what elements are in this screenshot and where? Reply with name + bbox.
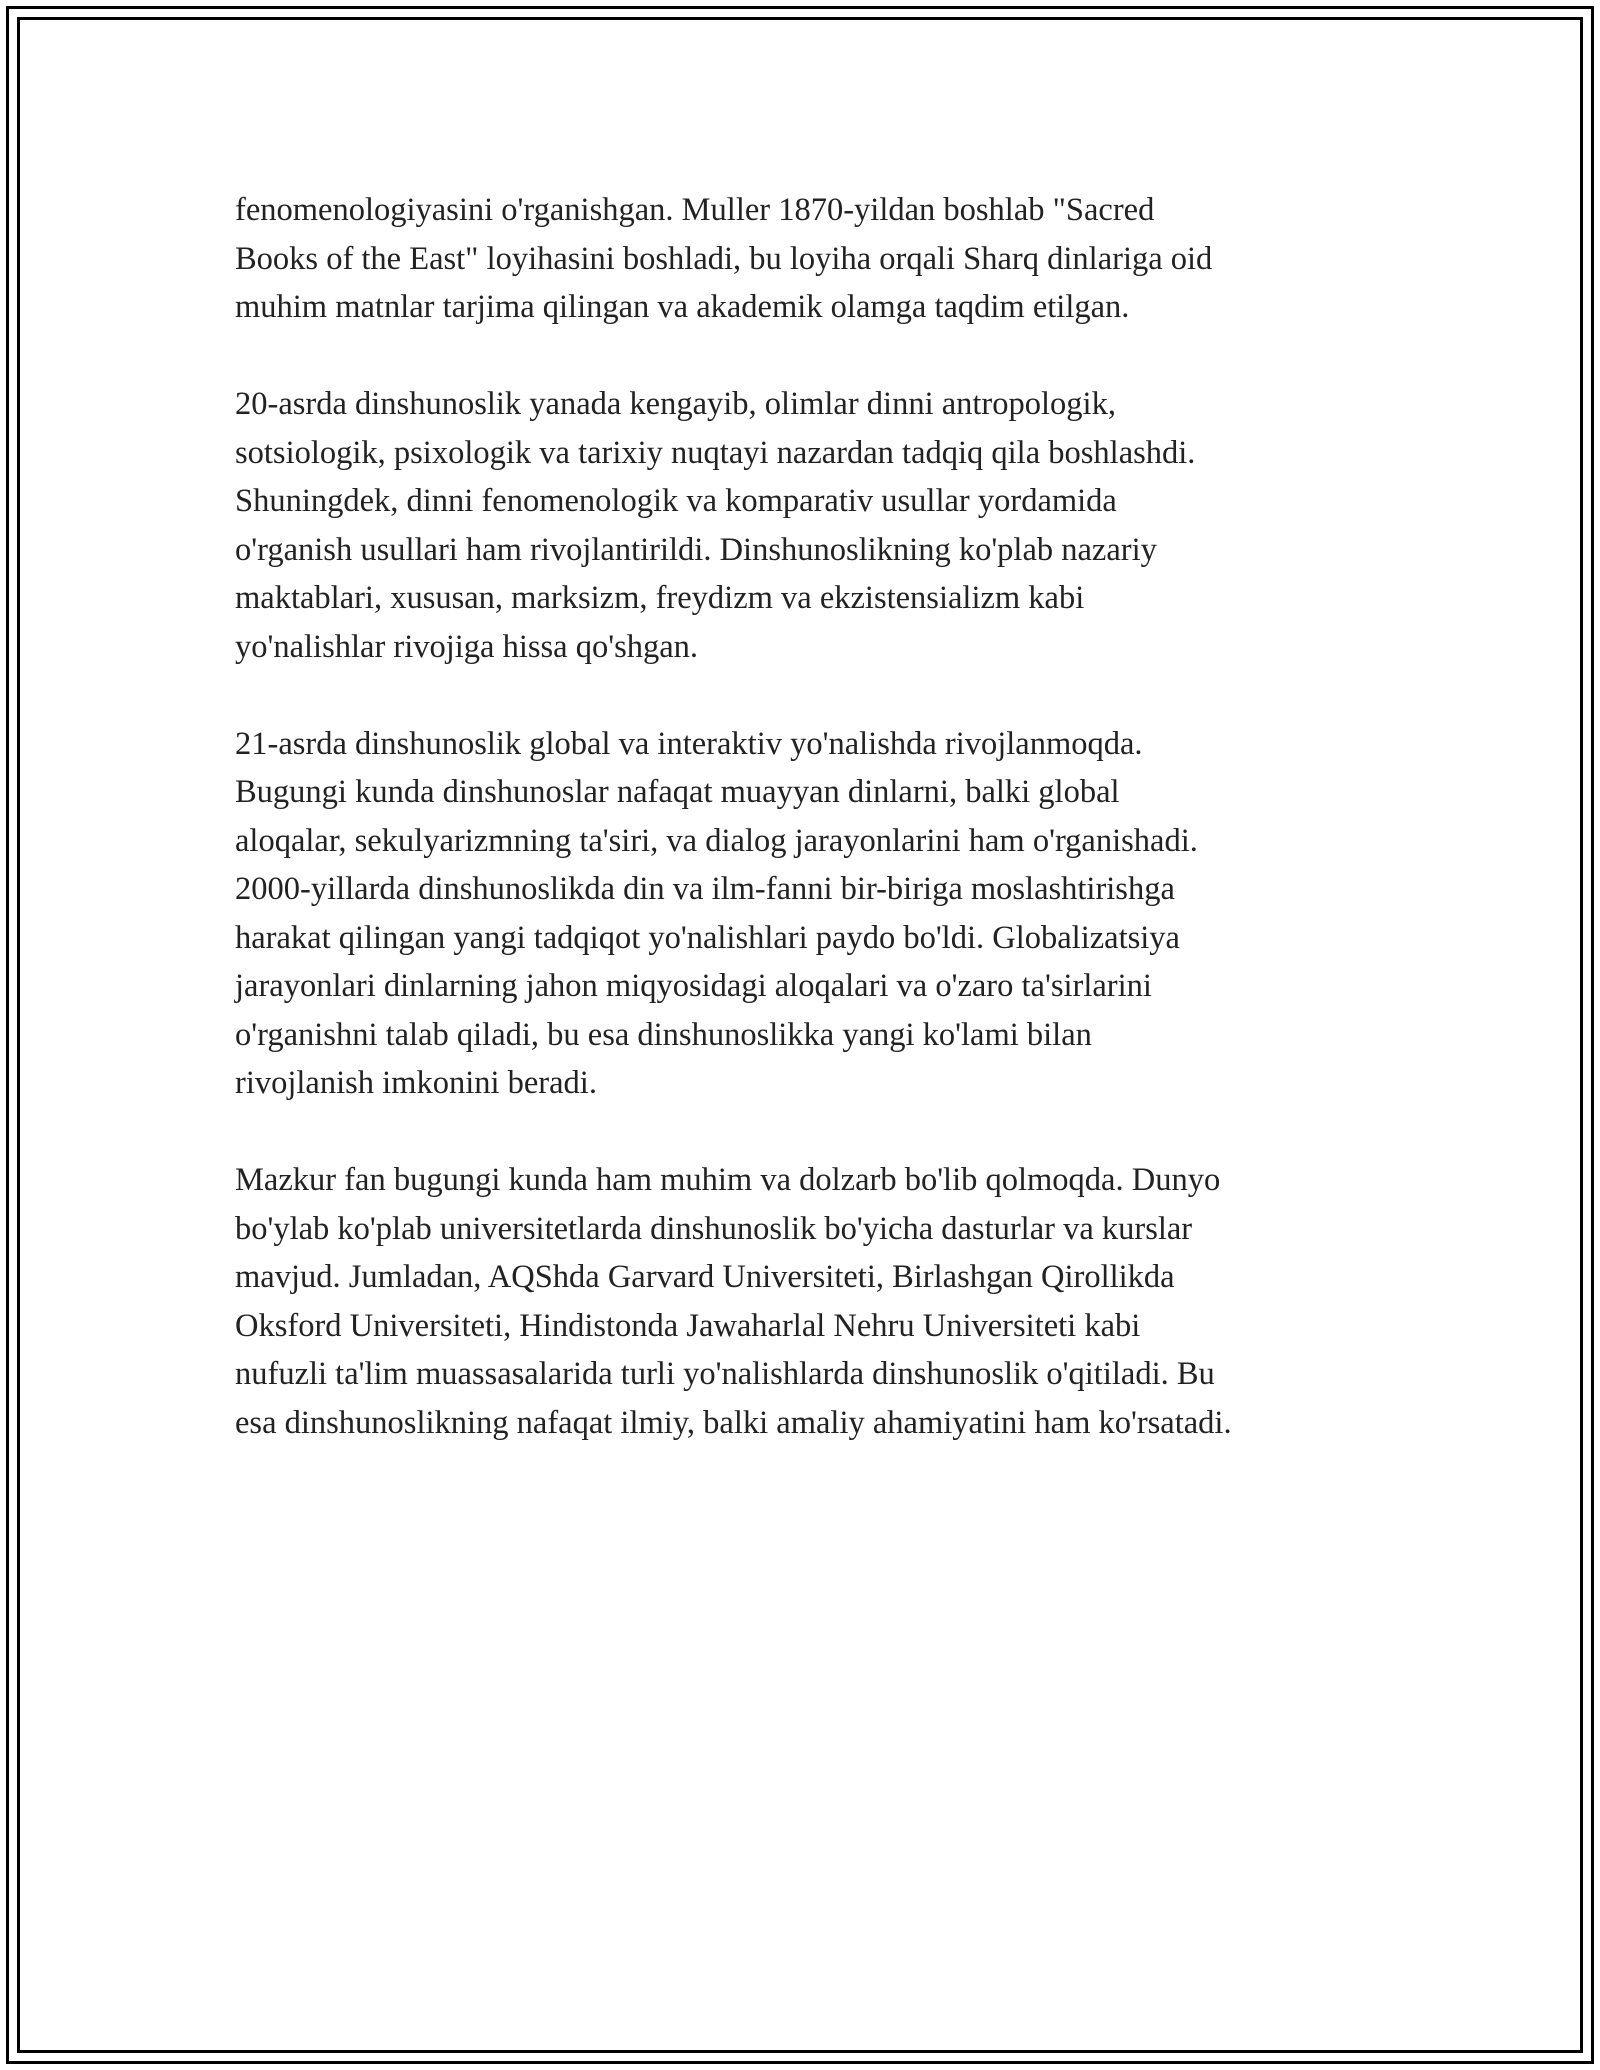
- text-line: fenomenologiyasini o'rganishgan. Muller 1870-yildan boshlab "Sacred: [235, 192, 1155, 228]
- paragraph-3: [235, 720, 1375, 1108]
- text-line: Bugungi kunda dinshunoslar nafaqat muayyan dinlarni, balki global: [235, 774, 1120, 810]
- text-line: esa dinshunoslikning nafaqat ilmiy, balki amaliy ahamiyatini ham ko'rsatadi.: [235, 1404, 1232, 1441]
- text-line: bo'ylab ko'plab universitetlarda dinshunoslik bo'yicha dasturlar va kurslar: [235, 1210, 1193, 1247]
- text-line: Mazkur fan bugungi kunda ham muhim va dolzarb bo'lib qolmoqda. Dunyo: [235, 1162, 1221, 1198]
- paragraph-2: [235, 380, 1375, 671]
- text-line: Oksford Universiteti, Hindistonda Jawaharlal Nehru Universiteti kabi: [235, 1307, 1141, 1344]
- text-line: yo'nalishlar rivojiga hissa qo'shgan.: [235, 628, 699, 665]
- text-line: o'rganishni talab qiladi, bu esa dinshunoslikka yangi ko'lami bilan: [235, 1016, 1092, 1053]
- text-line: Shuningdek, dinni fenomenologik va komparativ usullar yordamida: [235, 483, 1117, 519]
- text-line: harakat qilingan yangi tadqiqot yo'nalishlari paydo bo'ldi. Globalizatsiya: [235, 919, 1180, 956]
- paragraph-4: [235, 1156, 1375, 1447]
- paragraph-1: [235, 186, 1375, 332]
- text-line: jarayonlari dinlarning jahon miqyosidagi aloqalari va o'zaro ta'sirlarini: [235, 968, 1152, 1004]
- text-line: nufuzli ta'lim muassasalarida turli yo'nalishlarda dinshunoslik o'qitiladi. Bu: [235, 1356, 1215, 1392]
- text-line: rivojlanish imkonini beradi.: [235, 1065, 597, 1101]
- text-line: sotsiologik, psixologik va tarixiy nuqtayi nazardan tadqiq qila boshlashdi.: [235, 434, 1196, 471]
- text-line: Books of the East" loyihasini boshladi, bu loyiha orqali Sharq dinlariga oid: [235, 240, 1213, 277]
- text-line: 2000-yillarda dinshunoslikda din va ilm-fanni bir-biriga moslashtirishga: [235, 871, 1175, 907]
- text-line: maktablari, xususan, marksizm, freydizm va ekzistensializm kabi: [235, 580, 1085, 616]
- text-line: aloqalar, sekulyarizmning ta'siri, va dialog jarayonlarini ham o'rganishadi.: [235, 822, 1198, 859]
- text-line: o'rganish usullari ham rivojlantirildi. Dinshunoslikning ko'plab nazariy: [235, 531, 1157, 568]
- document-body: [235, 186, 1375, 1496]
- text-line: 21-asrda dinshunoslik global va interaktiv yo'nalishda rivojlanmoqda.: [235, 725, 1143, 762]
- text-line: muhim matnlar tarjima qilingan va akademik olamga taqdim etilgan.: [235, 289, 1130, 325]
- text-line: 20-asrda dinshunoslik yanada kengayib, olimlar dinni antropologik,: [235, 386, 1116, 422]
- text-line: mavjud. Jumladan, AQShda Garvard Universiteti, Birlashgan Qirollikda: [235, 1259, 1175, 1295]
